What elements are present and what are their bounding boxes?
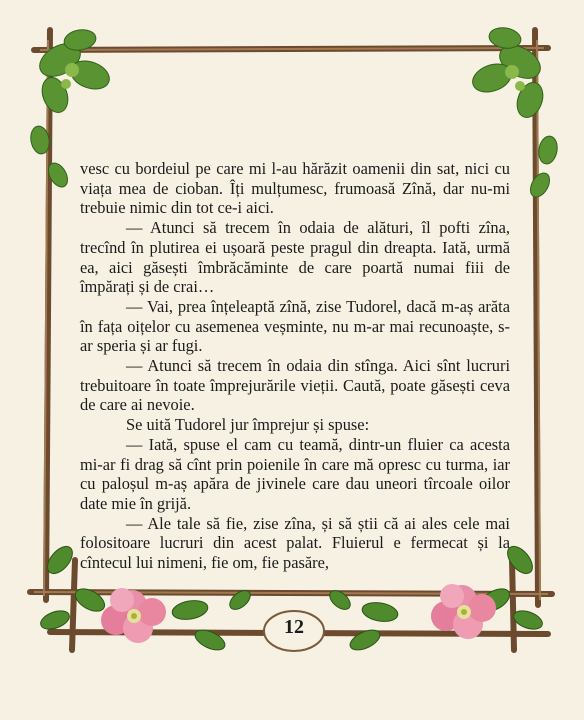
- page-number: 12: [284, 616, 304, 638]
- story-paragraph: — Ale tale să fie, zise zîna, și să știi că ai ales cele mai folositoare lucruri din acest palat. Fluierul e fermecat și la cîntecul lui nimeni, fie om, fie pasăre,: [80, 513, 510, 573]
- story-paragraph: — Atunci să trecem în odaia de alături, îl pofti zîna, trecînd în plutirea ei ușoară peste pragul din dreapta. Iată, urmă ea, aici găsești îmbrăcăminte de care poartă numai fiii de împărați și de crai…: [80, 218, 510, 297]
- story-paragraph: — Iată, spuse el cam cu teamă, dintr-un fluier ca acesta mi-ar fi drag să cînt prin poienile în care mă opresc cu turma, iar cu paloșul m-aș apăra de jivinele care dau uneori tîrcoale oilor date mie în grijă.: [80, 434, 510, 513]
- story-paragraph: — Atunci să trecem în odaia din stînga. Aici sînt lucruri trebuitoare în toate împrejurările vieții. Caută, poate găsești ceva de care ai nevoie.: [80, 356, 510, 415]
- story-text: [80, 159, 510, 573]
- story-paragraph: Se uită Tudorel jur împrejur și spuse:: [126, 415, 370, 435]
- story-paragraph: vesc cu bordeiul pe care mi l-au hărăzit oamenii din sat, nici cu viața mea de cioban. Îți mulțumesc, frumoasă Zînă, dar nu-mi trebuie nimic din tot ce-i aici.: [80, 159, 510, 218]
- story-paragraph: — Vai, prea înțeleaptă zînă, zise Tudorel, dacă m-aș arăta în fața oițelor cu asemenea veșminte, nu m-ar mai recunoaște, s-ar speria și ar fugi.: [80, 296, 510, 356]
